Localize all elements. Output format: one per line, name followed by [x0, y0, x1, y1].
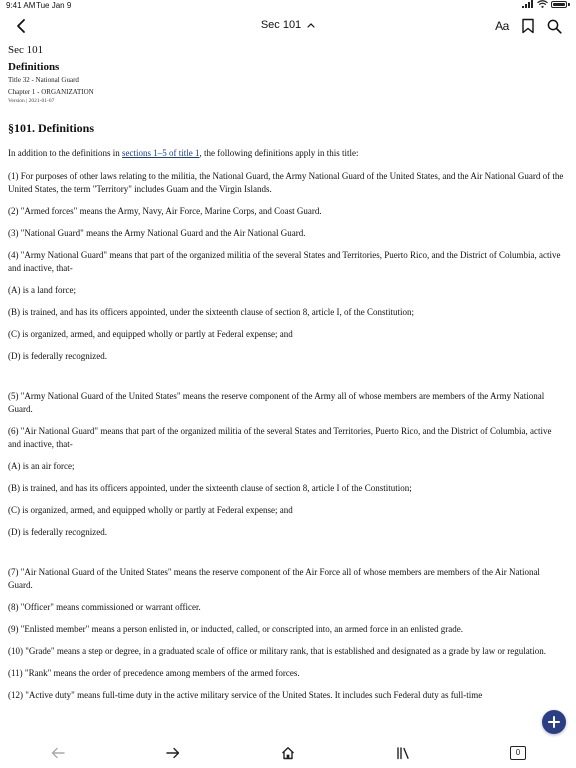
title-line: Title 32 - National Guard: [8, 76, 79, 84]
search-button[interactable]: [544, 16, 564, 36]
history-forward-button[interactable]: [163, 744, 183, 762]
wifi-icon: [537, 0, 548, 8]
paragraph: (A) is an air force;: [8, 461, 75, 471]
chapter-line: Chapter 1 - ORGANIZATION: [8, 88, 94, 96]
status-indicators: [522, 0, 570, 8]
section-heading: §101. Definitions: [8, 121, 95, 135]
home-button[interactable]: [278, 744, 298, 762]
status-date: Tue Jan 9: [36, 1, 72, 10]
library-button[interactable]: [393, 744, 413, 762]
document-content: [8, 40, 566, 702]
intro-text-after: , the following definitions apply in this title:: [199, 148, 359, 158]
intro-paragraph: [8, 147, 566, 160]
intro-text-before: In addition to the definitions in: [8, 148, 122, 158]
paragraph: (12) "Active duty" means full-time duty in the active military service of the United States. It includes such Federal duty as full-time: [8, 690, 483, 700]
paragraph: (B) is trained, and has its officers appointed, under the sixteenth clause of section 8, article I of the Constitution;: [8, 483, 412, 493]
section-number: Sec 101: [8, 44, 44, 56]
paragraph: (3) "National Guard" means the Army National Guard and the Air National Guard.: [8, 228, 306, 238]
search-icon: [547, 19, 562, 34]
title-1-link[interactable]: sections 1–5 of title 1: [122, 148, 200, 158]
paragraph: (D) is federally recognized.: [8, 351, 107, 361]
battery-icon: [551, 1, 567, 8]
paragraph: (2) "Armed forces" means the Army, Navy, Air Force, Marine Corps, and Coast Guard.: [8, 206, 322, 216]
nav-actions: [492, 16, 564, 36]
version-line: Version | 2021-01-07: [8, 98, 55, 104]
status-bar: [0, 0, 576, 12]
paragraph: (10) "Grade" means a step or degree, in a graduated scale of office or military rank, that is established and designated as a grade by law or regulation.: [8, 646, 546, 656]
battery-cap: [568, 3, 570, 6]
nav-title-container: [0, 19, 576, 31]
signal-icon: [522, 0, 534, 8]
paragraph: (1) For purposes of other laws relating to the militia, the National Guard, the Army National Guard of the United States, and the Air National Guard of the United States, the term "Territory" includes Guam and the Virgin Islands.: [8, 171, 564, 194]
bookmark-icon: [521, 18, 535, 34]
paragraph: (C) is organized, armed, and equipped wholly or partly at Federal expense; and: [8, 329, 293, 339]
paragraph: (9) "Enlisted member" means a person enlisted in, or inducted, called, or conscripted into, an armed force in an enlisted grade.: [8, 624, 463, 634]
status-time: 9:41 AM: [6, 1, 36, 10]
paragraph: (11) "Rank" means the order of precedence among members of the armed forces.: [8, 668, 300, 678]
arrow-right-icon: [166, 747, 180, 759]
section-title: Definitions: [8, 61, 60, 73]
arrow-left-icon: [51, 747, 65, 759]
tabs-button[interactable]: [508, 744, 528, 762]
paragraph: (D) is federally recognized.: [8, 527, 107, 537]
bottom-toolbar: [0, 738, 576, 768]
bookmark-button[interactable]: [518, 16, 538, 36]
paragraph: (6) "Air National Guard" means that part of the organized militia of the several States and Territories, Puerto Rico, and the District of Columbia, active and inactive, that-: [8, 426, 552, 449]
paragraph: (7) "Air National Guard of the United States" means the reserve component of the Air Force all of whose members are members of the Air National Guard.: [8, 567, 540, 590]
paragraph: (5) "Army National Guard of the United States" means the reserve component of the Army all of whose members are members of the Army National Guard.: [8, 391, 545, 414]
paragraph: (4) "Army National Guard" means that part of the organized militia of the several States and Territories, Puerto Rico, and the District of Columbia, active and inactive, that-: [8, 250, 561, 273]
history-back-button[interactable]: [48, 744, 68, 762]
paragraph: (8) "Officer" means commissioned or warrant officer.: [8, 602, 201, 612]
add-button[interactable]: [542, 710, 566, 734]
plus-icon: [548, 716, 560, 728]
paragraph: (B) is trained, and has its officers appointed, under the sixteenth clause of section 8, article I, of the Constitution;: [8, 307, 414, 317]
nav-bar: [0, 12, 576, 40]
nav-title: Sec 101: [260, 19, 302, 31]
paragraph: (C) is organized, armed, and equipped wholly or partly at Federal expense; and: [8, 505, 293, 515]
font-size-button[interactable]: Aa: [495, 19, 509, 33]
paragraph: (A) is a land force;: [8, 285, 76, 295]
library-icon: [396, 746, 410, 760]
tab-count-badge: 0: [510, 746, 526, 760]
chevron-up-icon: [307, 22, 315, 28]
section-picker[interactable]: [261, 19, 315, 31]
home-icon: [281, 746, 295, 760]
